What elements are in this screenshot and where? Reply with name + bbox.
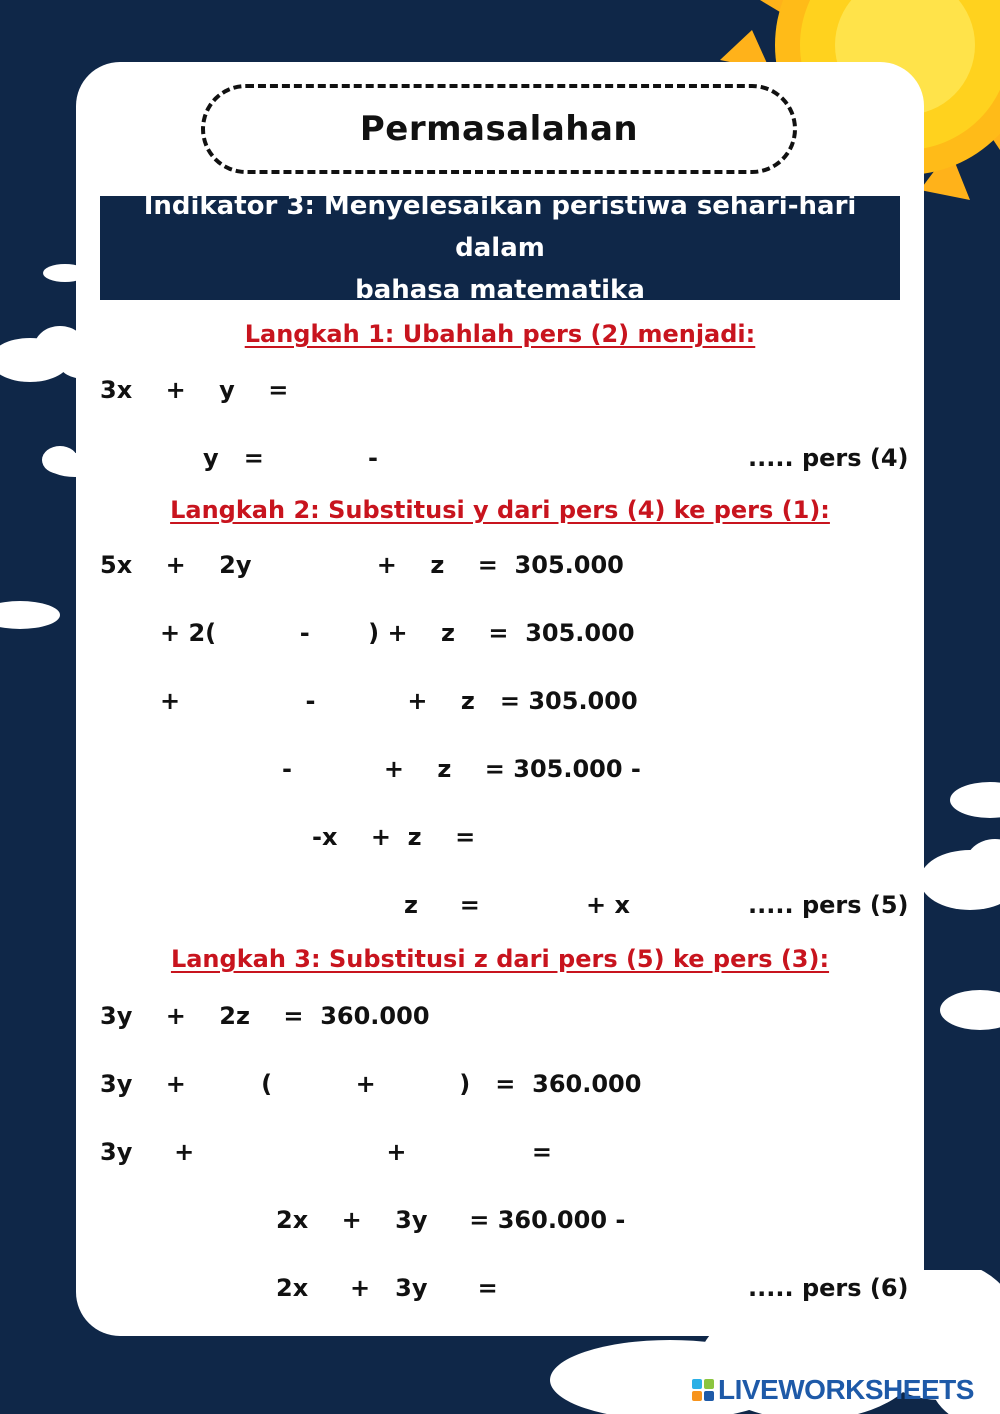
pers-4-label: ..... pers (4) [748, 444, 909, 472]
pers-6-label: ..... pers (6) [748, 1274, 909, 1302]
step3-equation-1: 3y + 2z = 360.000 [100, 1002, 430, 1030]
step2-equation-3: + - + z = 305.000 [160, 687, 638, 715]
indicator-line-2: bahasa matematika [355, 275, 645, 305]
cloud-left-low [0, 595, 60, 635]
step-1-heading: Langkah 1: Ubahlah pers (2) menjadi: [244, 320, 756, 348]
step3-equation-4: 2x + 3y = 360.000 - [276, 1206, 626, 1234]
step2-equation-2: + 2( - ) + z = 305.000 [160, 619, 635, 647]
indicator-banner [100, 191, 900, 305]
liveworksheets-brand [692, 1372, 974, 1408]
step-3-heading: Langkah 3: Substitusi z dari pers (5) ke pers (3): [170, 945, 830, 973]
step1-equation-2-minus: - [368, 444, 378, 472]
step2-equation-1: 5x + 2y + z = 305.000 [100, 551, 624, 579]
step2-equation-5: -x + z = [312, 823, 476, 851]
step1-equation-1: 3x + y = [100, 376, 289, 404]
brand-text: LIVEWORKSHEETS [718, 1374, 974, 1405]
step3-equation-5: 2x + 3y = [276, 1274, 498, 1302]
step3-equation-3: 3y + + = [100, 1138, 552, 1166]
step2-equation-6-left: z = [404, 891, 480, 919]
worksheet-card [76, 62, 924, 1336]
step3-equation-2: 3y + ( + ) = 360.000 [100, 1070, 642, 1098]
liveworksheets-logo-icon [692, 1379, 714, 1401]
cloud-right-low [920, 980, 1000, 1040]
step2-equation-6-x: + x [586, 891, 630, 919]
pers-5-label: ..... pers (5) [748, 891, 909, 919]
step1-equation-2-left: y = [203, 444, 264, 472]
step2-equation-4: - + z = 305.000 - [282, 755, 641, 783]
step-2-heading: Langkah 2: Substitusi y dari pers (4) ke pers (1): [170, 496, 830, 524]
page-title: Permasalahan [201, 84, 797, 174]
indicator-line-1: Indikator 3: Menyelesaikan peristiwa sehari-hari dalam [143, 191, 857, 263]
